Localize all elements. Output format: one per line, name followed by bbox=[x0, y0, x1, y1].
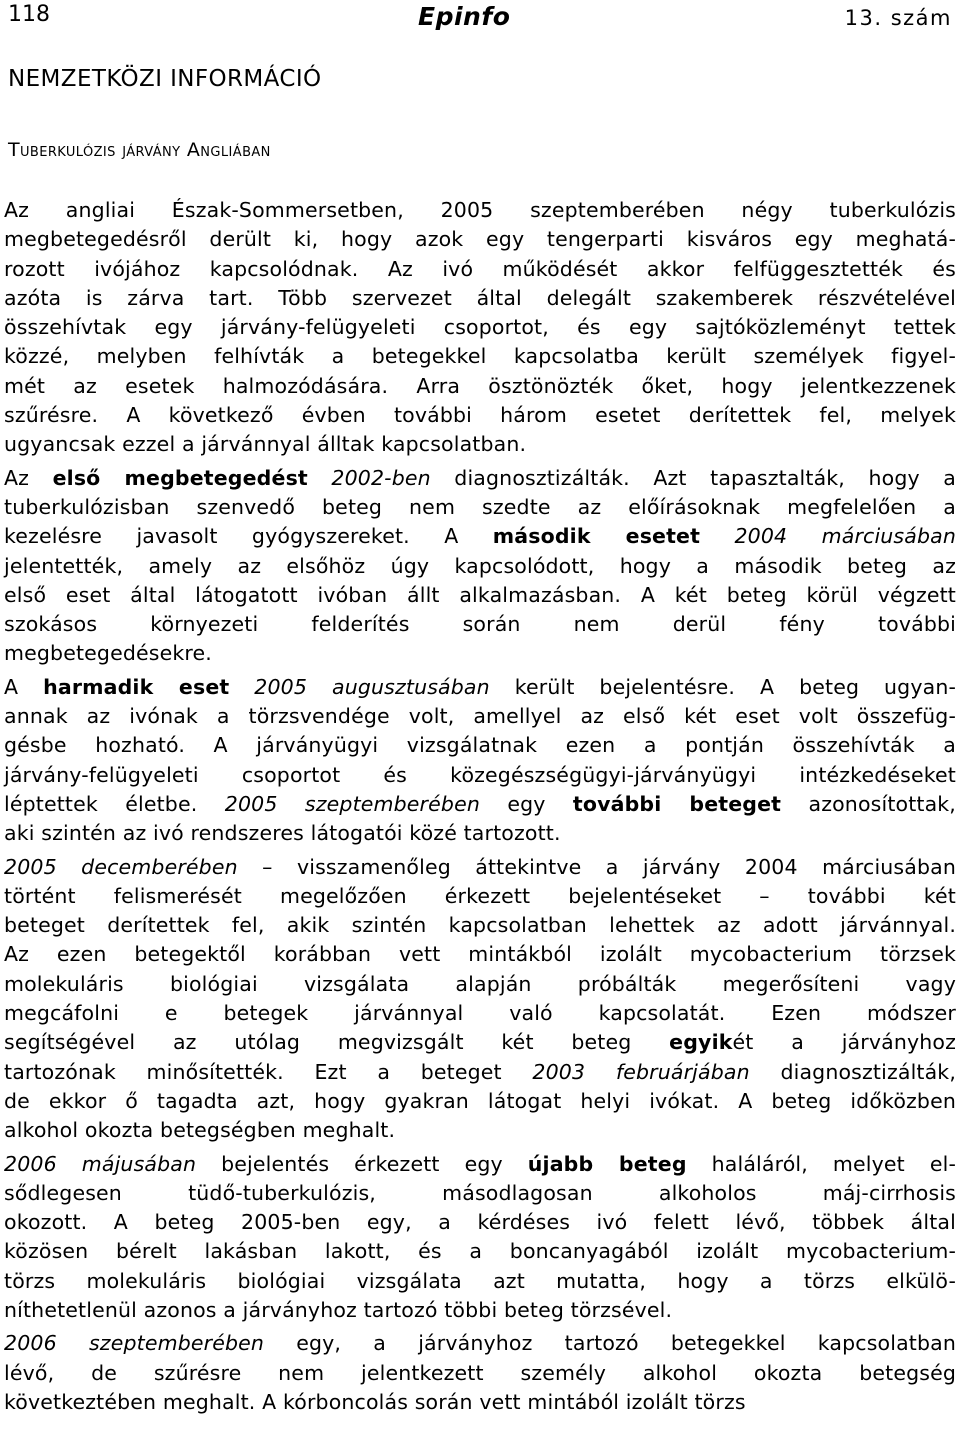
text-line bbox=[4, 761, 956, 790]
text-run: Az angliai Észak-Sommersetben, 2005 szeptemberében négy tuberkulózis bbox=[4, 198, 956, 222]
paragraph bbox=[4, 673, 956, 849]
italic-text: 2005 szeptemberében bbox=[224, 791, 480, 816]
text-run: megbetegedésekre. bbox=[4, 641, 212, 666]
text-run: haláláról, melyet el- bbox=[686, 1151, 956, 1176]
text-line bbox=[4, 1329, 956, 1358]
italic-text: 2006 májusában bbox=[4, 1151, 197, 1176]
text-line bbox=[4, 1116, 956, 1145]
issue-number: 13. szám bbox=[844, 6, 952, 30]
text-run: ét a járványhoz bbox=[732, 1030, 956, 1055]
article-body bbox=[4, 196, 956, 1417]
bold-text: további beteget bbox=[572, 791, 782, 816]
text-run: – visszamenőleg áttekintve a járvány 2004 márciusában bbox=[237, 854, 956, 879]
text-run: egy bbox=[479, 791, 573, 816]
text-line bbox=[4, 284, 956, 313]
text-run bbox=[308, 466, 332, 490]
text-run: segítségével az utólag megvizsgált két beteg bbox=[4, 1030, 670, 1055]
text-run: rozott ivójához kapcsolódnak. Az ivó működését akkor felfüggesztették és bbox=[4, 256, 956, 281]
paragraph bbox=[4, 853, 956, 1146]
text-line bbox=[4, 581, 956, 610]
text-run: első eset által látogatott ivóban állt alkalmazásban. A két beteg körül végzett bbox=[4, 582, 956, 607]
text-run: közösen bérelt lakásban lakott, és a boncanyagából izolált mycobacterium- bbox=[4, 1239, 956, 1264]
text-line bbox=[4, 610, 956, 639]
page-number: 118 bbox=[8, 2, 50, 27]
text-run: aki szintén az ivó rendszeres látogatói közé tartozott. bbox=[4, 821, 561, 846]
text-line bbox=[4, 970, 956, 999]
text-line bbox=[4, 313, 956, 342]
text-run: léptettek életbe. bbox=[4, 791, 225, 816]
text-run: gésbe hozható. A járványügyi vizsgálatnak ezen a pontján összehívták a bbox=[4, 733, 956, 758]
page-header bbox=[0, 0, 960, 40]
text-line bbox=[4, 673, 956, 702]
text-run: sődlegesen tüdő-tuberkulózis, másodlagosan alkoholos máj-cirrhosis bbox=[4, 1180, 956, 1205]
text-line bbox=[4, 255, 956, 284]
text-line bbox=[4, 1179, 956, 1208]
text-run: A bbox=[4, 674, 44, 699]
text-line bbox=[4, 342, 956, 371]
text-line bbox=[4, 522, 956, 551]
paragraph bbox=[4, 1150, 956, 1326]
text-run: került bejelentésre. A beteg ugyan- bbox=[489, 674, 957, 699]
bold-text: harmadik eset bbox=[43, 674, 230, 699]
text-run: következtében meghalt. A kórboncolás során vett mintából izolált törzs bbox=[4, 1389, 746, 1414]
italic-text: 2005 decemberében bbox=[4, 854, 238, 879]
text-line bbox=[4, 940, 956, 969]
text-run: történt felismerését megelőzően érkezett bejelentéseket – további két bbox=[4, 883, 956, 908]
text-run: tartozónak minősítették. Ezt a beteget bbox=[4, 1059, 533, 1084]
text-line bbox=[4, 911, 956, 940]
text-run: jelentették, amely az elsőhöz úgy kapcsolódott, hogy a második beteg az bbox=[4, 553, 956, 578]
text-run bbox=[700, 524, 734, 548]
text-line bbox=[4, 1237, 956, 1266]
bold-text: első megbetegedést bbox=[52, 465, 308, 490]
text-run: diagnosztizálták. Azt tapasztalták, hogy a bbox=[430, 465, 956, 490]
text-line bbox=[4, 1208, 956, 1237]
text-line bbox=[4, 999, 956, 1028]
text-run: molekuláris biológiai vizsgálata alapján próbálták megerősíteni vagy bbox=[4, 971, 956, 996]
text-run: Az ezen betegektől korábban vett mintákból izolált mycobacterium törzsek bbox=[4, 942, 956, 967]
text-line bbox=[4, 464, 956, 493]
text-line bbox=[4, 1058, 956, 1087]
text-line bbox=[4, 1388, 956, 1417]
text-run: lévő, de szűrésre nem jelentkezett személy alkohol okozta betegség bbox=[4, 1360, 956, 1385]
paragraph bbox=[4, 464, 956, 669]
italic-text: 2005 augusztusában bbox=[254, 674, 490, 699]
bold-text: második esetet bbox=[492, 524, 701, 549]
text-line bbox=[4, 1087, 956, 1116]
italic-text: 2006 szeptemberében bbox=[4, 1331, 265, 1356]
text-line bbox=[4, 225, 956, 254]
text-line bbox=[4, 430, 956, 459]
italic-text: 2004 márciusában bbox=[734, 524, 956, 549]
text-run: beteget derítettek fel, akik szintén kapcsolatban lehettek az adott járvánnyal. bbox=[4, 913, 956, 938]
text-run: bejelentés érkezett egy bbox=[196, 1151, 528, 1176]
text-line bbox=[4, 1267, 956, 1296]
text-line bbox=[4, 819, 956, 848]
text-line bbox=[4, 853, 956, 882]
text-run: szűrésre. A következő évben további három esetet derítettek fel, melyek bbox=[4, 403, 956, 428]
section-title: NEMZETKÖZI INFORMÁCIÓ bbox=[8, 66, 322, 92]
text-line bbox=[4, 493, 956, 522]
journal-logo: Epinfo bbox=[418, 2, 511, 31]
text-run: ugyancsak ezzel a járvánnyal álltak kapcsolatban. bbox=[4, 432, 527, 457]
text-line bbox=[4, 372, 956, 401]
text-line bbox=[4, 790, 956, 819]
text-run: azonosítottak, bbox=[781, 791, 956, 816]
text-run: níthetetlenül azonos a járványhoz tartozó többi beteg törzsével. bbox=[4, 1297, 673, 1322]
text-run: törzs molekuláris biológiai vizsgálata azt mutatta, hogy a törzs elkülö- bbox=[4, 1268, 956, 1293]
text-run: összehívtak egy járvány-felügyeleti csoportot, és egy sajtóközleményt tettek bbox=[4, 315, 956, 340]
italic-text: 2003 februárjában bbox=[532, 1059, 750, 1084]
text-run: közzé, melyben felhívták a betegekkel kapcsolatba került személyek figyel- bbox=[4, 344, 956, 369]
text-line bbox=[4, 639, 956, 668]
text-run: járvány-felügyeleti csoportot és közegészségügyi-járványügyi intézkedéseket bbox=[4, 762, 956, 787]
text-run: azóta is zárva tart. Több szervezet által delegált szakemberek részvételével bbox=[4, 285, 956, 310]
text-run: okozott. A beteg 2005-ben egy, a kérdéses ivó felett lévő, többek által bbox=[4, 1210, 956, 1235]
text-run: diagnosztizálták, bbox=[749, 1059, 956, 1084]
text-run: alkohol okozta betegségben meghalt. bbox=[4, 1118, 396, 1143]
text-run: megcáfolni e betegek járvánnyal való kapcsolatát. Ezen módszer bbox=[4, 1001, 956, 1026]
text-run: szokásos környezeti felderítés során nem derül fény további bbox=[4, 612, 956, 637]
text-line bbox=[4, 1150, 956, 1179]
text-line bbox=[4, 1028, 956, 1057]
text-line bbox=[4, 1359, 956, 1388]
text-line bbox=[4, 196, 956, 225]
text-run: egy, a járványhoz tartozó betegekkel kapcsolatban bbox=[264, 1331, 956, 1356]
text-run: Az bbox=[4, 465, 53, 490]
text-run bbox=[229, 675, 254, 699]
text-line bbox=[4, 552, 956, 581]
text-line bbox=[4, 702, 956, 731]
paragraph bbox=[4, 196, 956, 460]
text-run: de ekkor ő tagadta azt, hogy gyakran látogat helyi ivókat. A beteg időközben bbox=[4, 1088, 956, 1113]
text-run: megbetegedésről derült ki, hogy azok egy tengerparti kisváros egy meghatá- bbox=[4, 227, 956, 252]
text-line bbox=[4, 1296, 956, 1325]
bold-text: egyik bbox=[669, 1030, 733, 1055]
bold-text: újabb beteg bbox=[527, 1151, 687, 1176]
text-run: annak az ivónak a törzsvendége volt, amellyel az első két eset volt összefüg- bbox=[4, 704, 956, 729]
article-title: Tuberkulózis járvány Angliában bbox=[8, 139, 271, 161]
text-line bbox=[4, 882, 956, 911]
text-run: tuberkulózisban szenvedő beteg nem szedte az előírásoknak megfelelően a bbox=[4, 494, 956, 519]
text-run: kezelésre javasolt gyógyszereket. A bbox=[4, 524, 493, 549]
text-run: mét az esetek halmozódására. Arra ösztönözték őket, hogy jelentkezzenek bbox=[4, 373, 956, 398]
italic-text: 2002-ben bbox=[331, 465, 431, 490]
paragraph bbox=[4, 1329, 956, 1417]
text-line bbox=[4, 731, 956, 760]
text-line bbox=[4, 401, 956, 430]
